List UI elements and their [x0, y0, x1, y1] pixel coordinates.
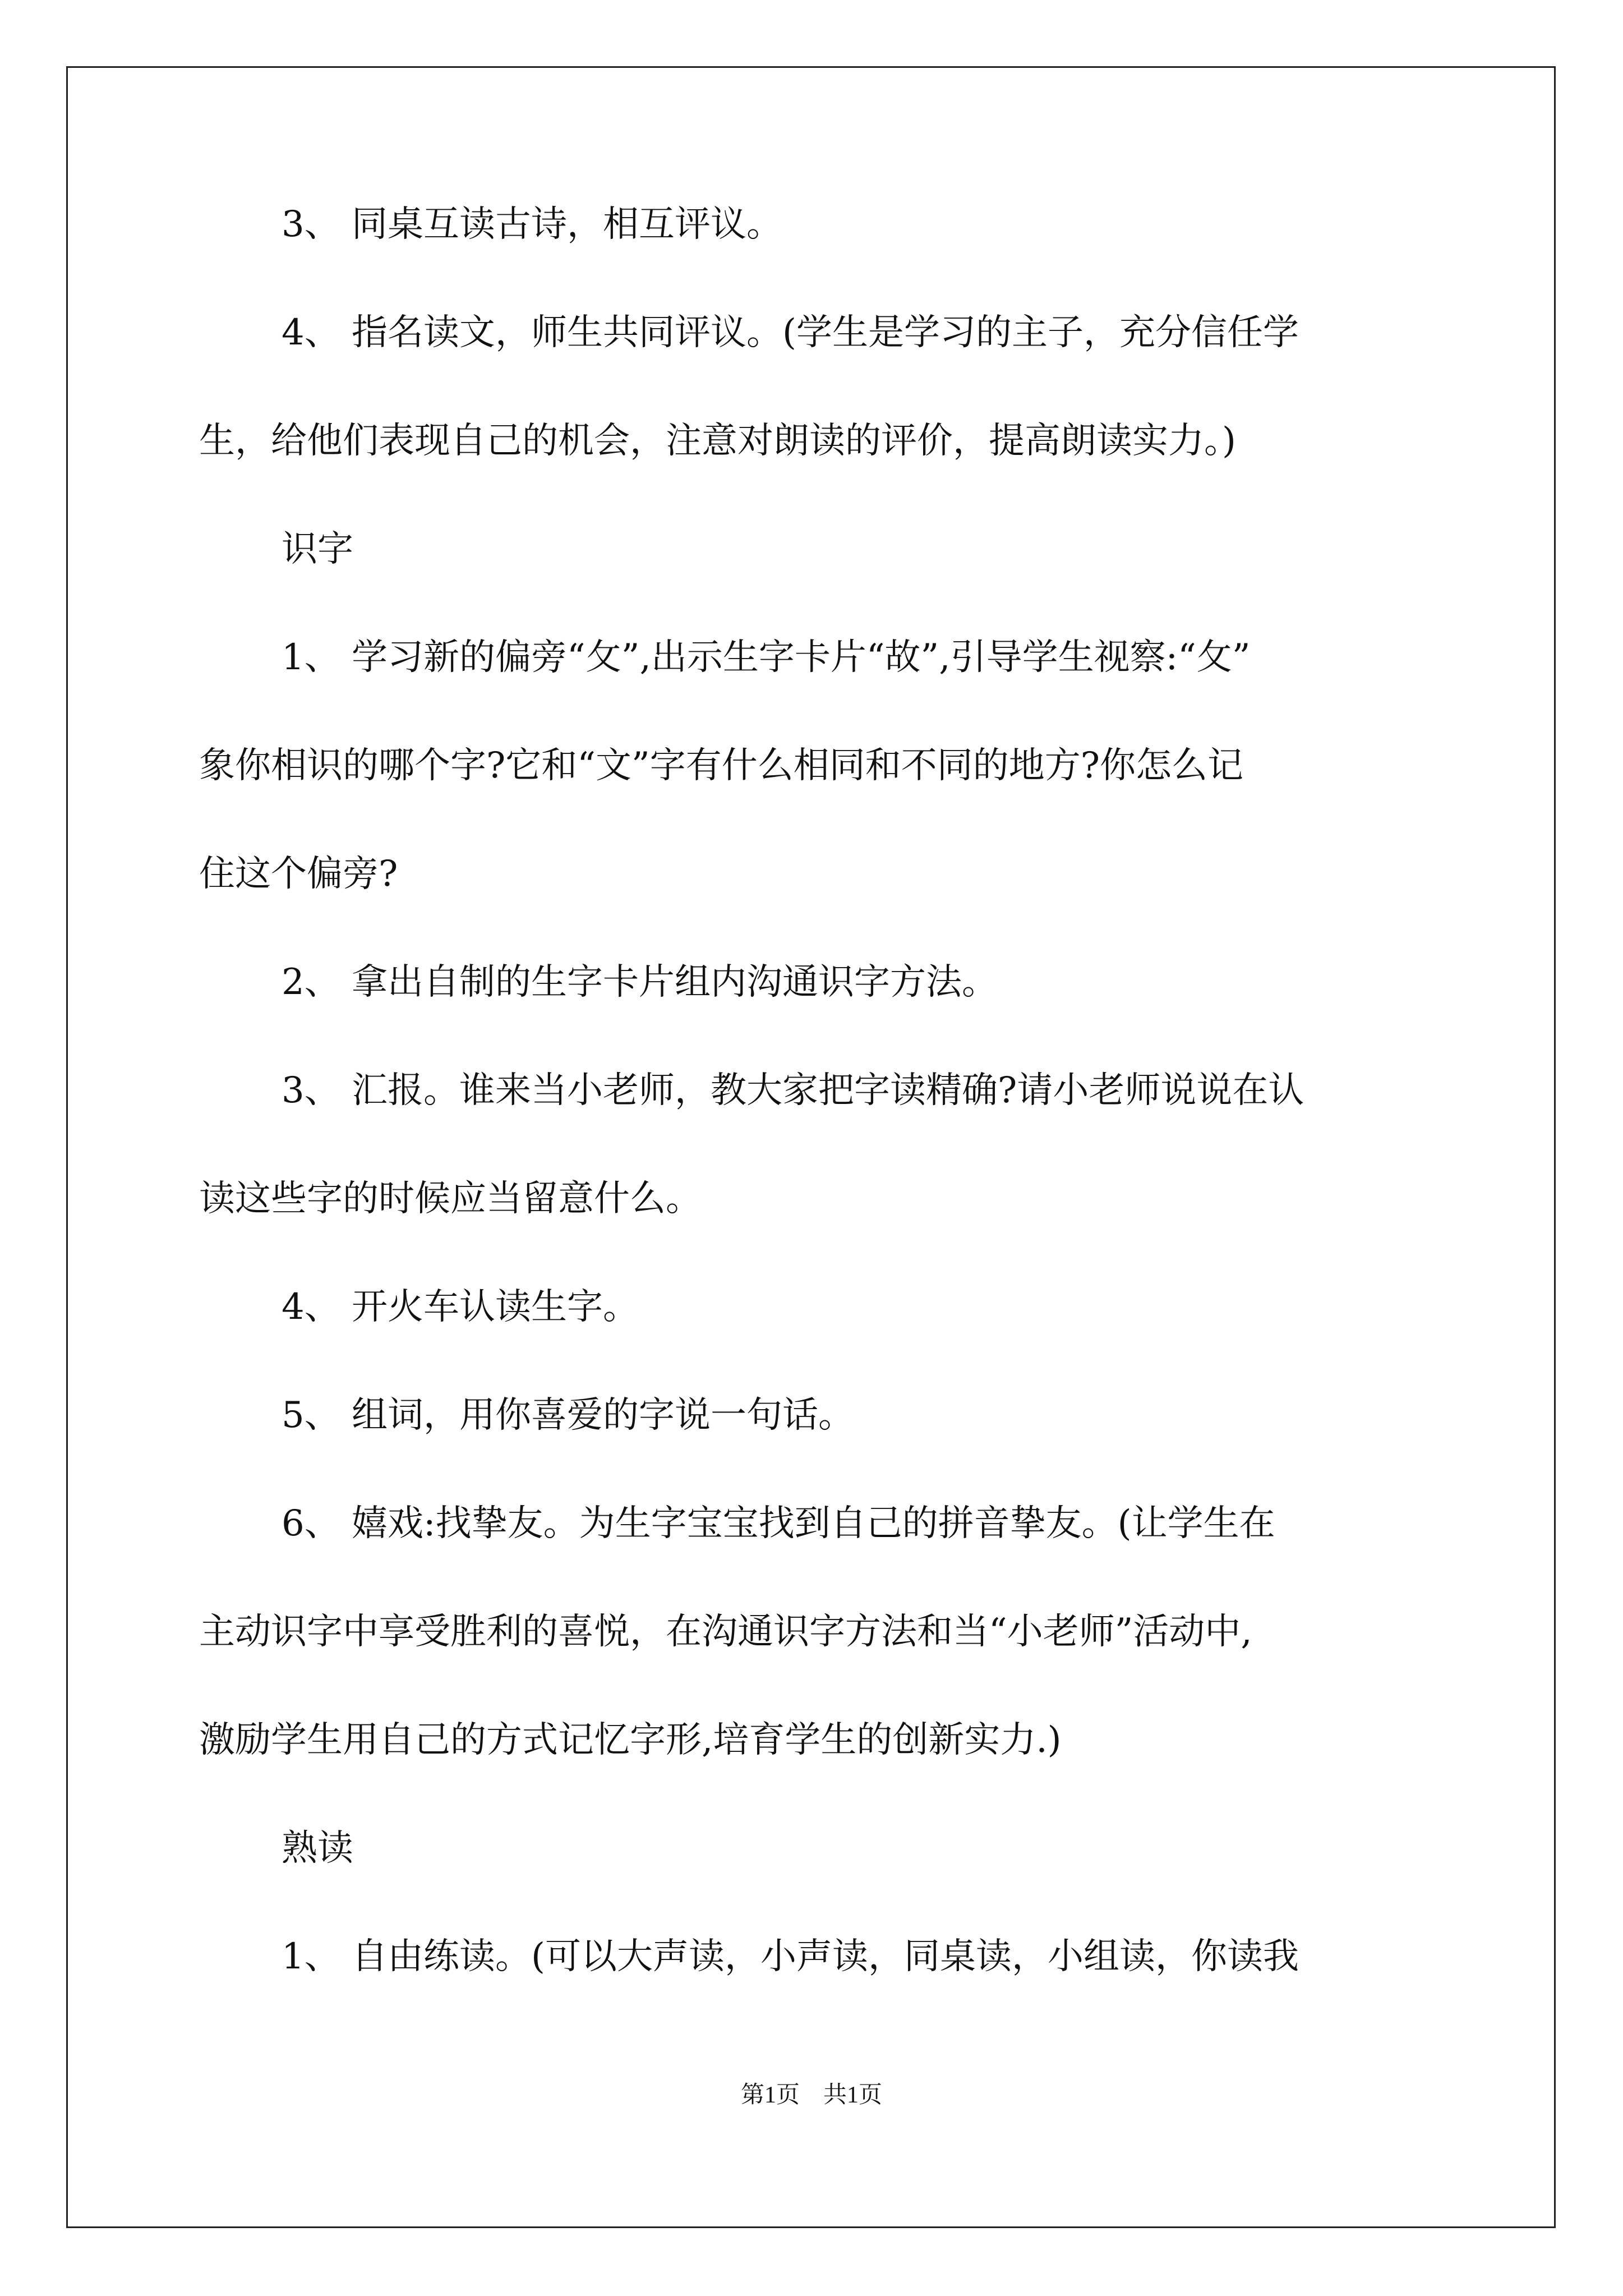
- paragraph-line: 读这些字的时候应当留意什么。: [199, 1178, 702, 1220]
- paragraph-line: 1、 自由练读。(可以大声读，小声读，同桌读，小组读，你读我: [282, 1936, 1299, 1977]
- paragraph-line: 住这个偏旁?: [199, 853, 398, 895]
- paragraph-line: 2、 拿出自制的生字卡片组内沟通识字方法。: [282, 961, 998, 1003]
- paragraph-line: 1、 学习新的偏旁“攵”,出示生字卡片“故”,引导学生视察:“攵”: [282, 637, 1251, 678]
- page-footer: 第1页 共1页: [740, 2082, 882, 2108]
- paragraph-line: 4、 指名读文，师生共同评议。(学生是学习的主子，充分信任学: [282, 312, 1299, 353]
- paragraph-line: 3、 同桌互读古诗，相互评议。: [282, 204, 783, 245]
- paragraph-line: 激励学生用自己的方式记忆字形,培育学生的创新实力.): [199, 1719, 1062, 1761]
- section-heading: 识字: [282, 528, 353, 570]
- section-heading: 熟读: [282, 1828, 353, 1869]
- paragraph-line: 5、 组词，用你喜爱的字说一句话。: [282, 1395, 855, 1436]
- paragraph-line: 生，给他们表现自己的机会，注意对朗读的评价，提高朗读实力。): [199, 420, 1236, 462]
- paragraph-line: 主动识字中享受胜利的喜悦，在沟通识字方法和当“小老师”活动中,: [199, 1611, 1252, 1653]
- paragraph-line: 3、 汇报。谁来当小老师，教大家把字读精确?请小老师说说在认: [282, 1070, 1304, 1111]
- document-body: [199, 202, 1433, 1979]
- paragraph-line: 4、 开火车认读生字。: [282, 1286, 639, 1328]
- paragraph-line: 象你相识的哪个字?它和“文”字有什么相同和不同的地方?你怎么记: [199, 745, 1244, 786]
- paragraph-line: 6、 嬉戏:找挚友。为生字宝宝找到自己的拼音挚友。(让学生在: [282, 1503, 1275, 1544]
